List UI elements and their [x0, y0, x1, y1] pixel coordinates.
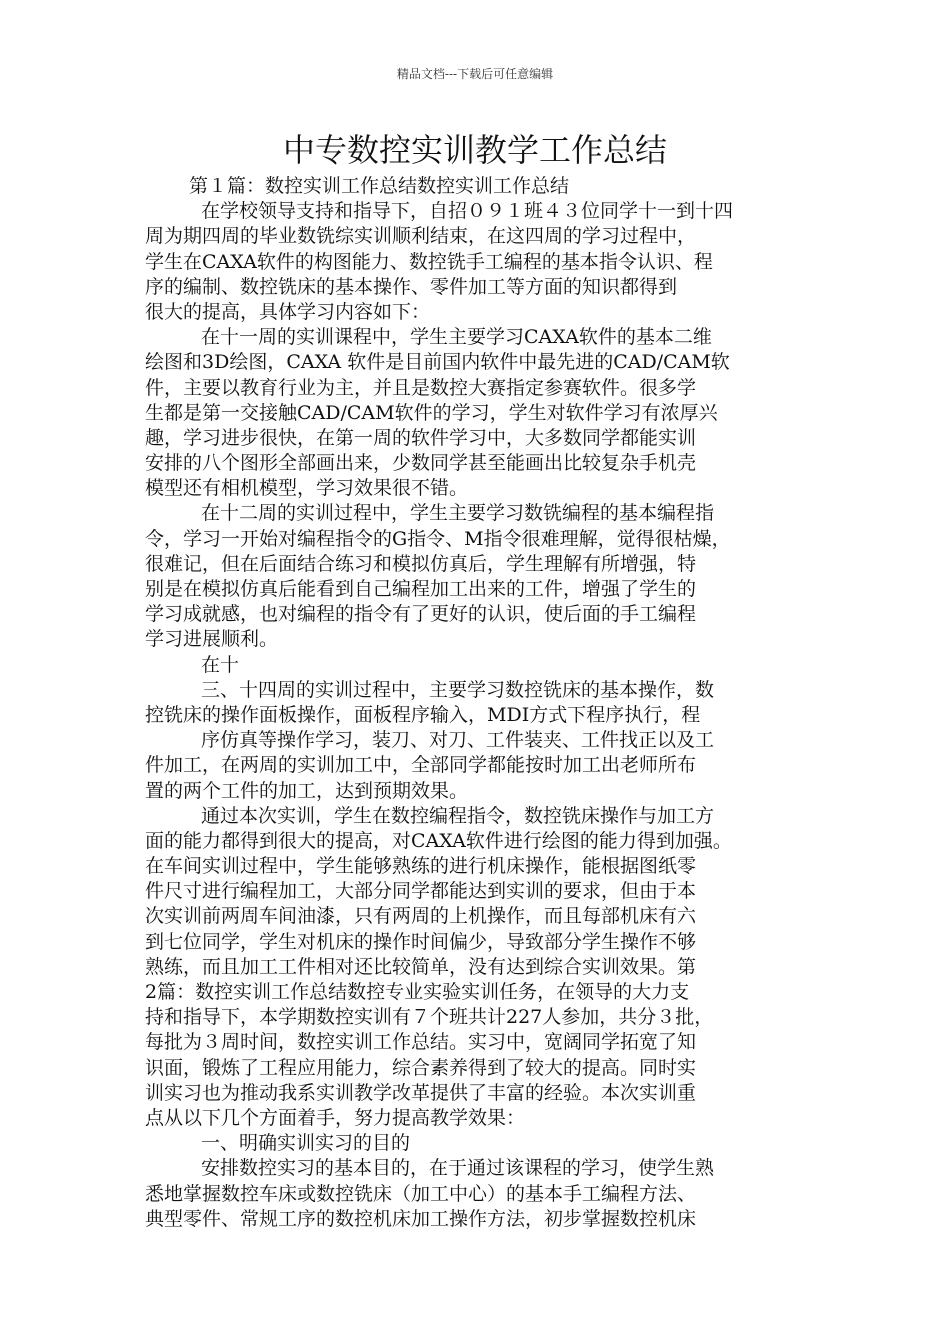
body-line: 置的两个工件的加工，达到预期效果。 — [145, 779, 469, 802]
body-line: 别是在模拟仿真后能看到自己编程加工出来的工件，增强了学生的 — [145, 578, 697, 600]
body-line: 2篇：数控实训工作总结数控专业实验实训任务，在领导的大力支 — [145, 981, 690, 1003]
body-line: 在十二周的实训过程中，学生主要学习数铣编程的基本编程指 — [201, 502, 715, 525]
document-body — [145, 174, 825, 1232]
body-line: 三、十四周的实训过程中，主要学习数控铣床的基本操作，数 — [201, 678, 715, 701]
body-line: 面的能力都得到很大的提高，对CAXA软件进行绘图的能力得到加强。 — [145, 829, 732, 852]
body-line: 学习进展顺利。 — [145, 628, 279, 651]
body-line: 到七位同学，学生对机床的操作时间偏少，导致部分学生操作不够 — [145, 930, 697, 953]
body-line: 安排数控实习的基本目的，在于通过该课程的学习，使学生熟 — [201, 1157, 715, 1180]
body-line: 次实训前两周车间油漆，只有两周的上机操作，而且每部机床有六 — [145, 905, 697, 928]
body-line: 训实习也为推动我系实训教学改革提供了丰富的经验。本次实训重 — [145, 1081, 697, 1104]
body-line: 件，主要以教育行业为主，并且是数控大赛指定参赛软件。很多学 — [145, 376, 697, 399]
body-line: 序的编制、数控铣床的基本操作、零件加工等方面的知识都得到 — [145, 275, 678, 298]
body-line: 第１篇：数控实训工作总结数控实训工作总结 — [189, 175, 570, 197]
body-line: 很大的提高，具体学习内容如下： — [145, 300, 431, 323]
body-line: 点从以下几个方面着手，努力提高教学效果： — [145, 1106, 526, 1129]
body-line: 绘图和3D绘图，CAXA 软件是目前国内软件中最先进的CAD/CAM软 — [145, 351, 730, 374]
body-line: 在学校领导支持和指导下，自招０９１班４３位同学十一到十四 — [201, 200, 734, 223]
body-line: 序仿真等操作学习，装刀、对刀、工件装夹、工件找正以及工 — [201, 729, 715, 752]
body-line: 在十 — [201, 653, 240, 676]
body-line: 令，学习一开始对编程指令的G指令、M指令很难理解，觉得很枯燥， — [145, 527, 731, 550]
body-line: 每批为３周时间，数控实训工作总结。实习中，宽阔同学拓宽了知 — [145, 1031, 697, 1054]
document-title: 中专数控实训教学工作总结 — [282, 131, 667, 169]
body-line: 趣，学习进步很快，在第一周的软件学习中，大多数同学都能实训 — [145, 426, 697, 449]
body-line: 通过本次实训，学生在数控编程指令，数控铣床操作与加工方 — [201, 804, 715, 827]
body-line: 持和指导下，本学期数控实训有７个班共计227人参加，共分３批， — [145, 1006, 714, 1029]
body-line: 一、明确实训实习的目的 — [201, 1132, 411, 1155]
body-line: 件加工，在两周的实训加工中，全部同学都能按时加工出老师所布 — [145, 754, 697, 777]
body-line: 在车间实训过程中，学生能够熟练的进行机床操作，能根据图纸零 — [145, 855, 697, 878]
body-line: 模型还有相机模型，学习效果很不错。 — [145, 477, 469, 500]
body-line: 学习成就感，也对编程的指令有了更好的认识，使后面的手工编程 — [145, 603, 697, 626]
body-line: 在十一周的实训课程中，学生主要学习CAXA软件的基本二维 — [201, 326, 712, 349]
body-line: 生都是第一交接触CAD/CAM软件的学习，学生对软件学习有浓厚兴 — [145, 401, 718, 424]
body-line: 熟练，而且加工工件相对还比较简单，没有达到综合实训效果。第 — [145, 955, 697, 978]
body-line: 学生在CAXA软件的构图能力、数控铣手工编程的基本指令认识、程 — [145, 250, 713, 273]
body-line: 件尺寸进行编程加工，大部分同学都能达到实训的要求，但由于本 — [145, 880, 697, 903]
body-line: 控铣床的操作面板操作，面板程序输入，MDI方式下程序执行，程 — [145, 703, 701, 726]
body-line: 悉地掌握数控车床或数控铣床（加工中心）的基本手工编程方法、 — [145, 1182, 697, 1205]
body-line: 典型零件、常规工序的数控机床加工操作方法，初步掌握数控机床 — [145, 1207, 697, 1230]
body-line: 很难记，但在后面结合练习和模拟仿真后，学生理解有所增强，特 — [145, 552, 697, 575]
body-line: 周为期四周的毕业数铣综实训顺利结束，在这四周的学习过程中， — [145, 225, 697, 248]
page-header: 精品文档---下载后可任意编辑 — [396, 67, 554, 81]
body-line: 识面，锻炼了工程应用能力，综合素养得到了较大的提高。同时实 — [145, 1056, 697, 1079]
body-line: 安排的八个图形全部画出来，少数同学甚至能画出比较复杂手机壳 — [145, 452, 697, 475]
